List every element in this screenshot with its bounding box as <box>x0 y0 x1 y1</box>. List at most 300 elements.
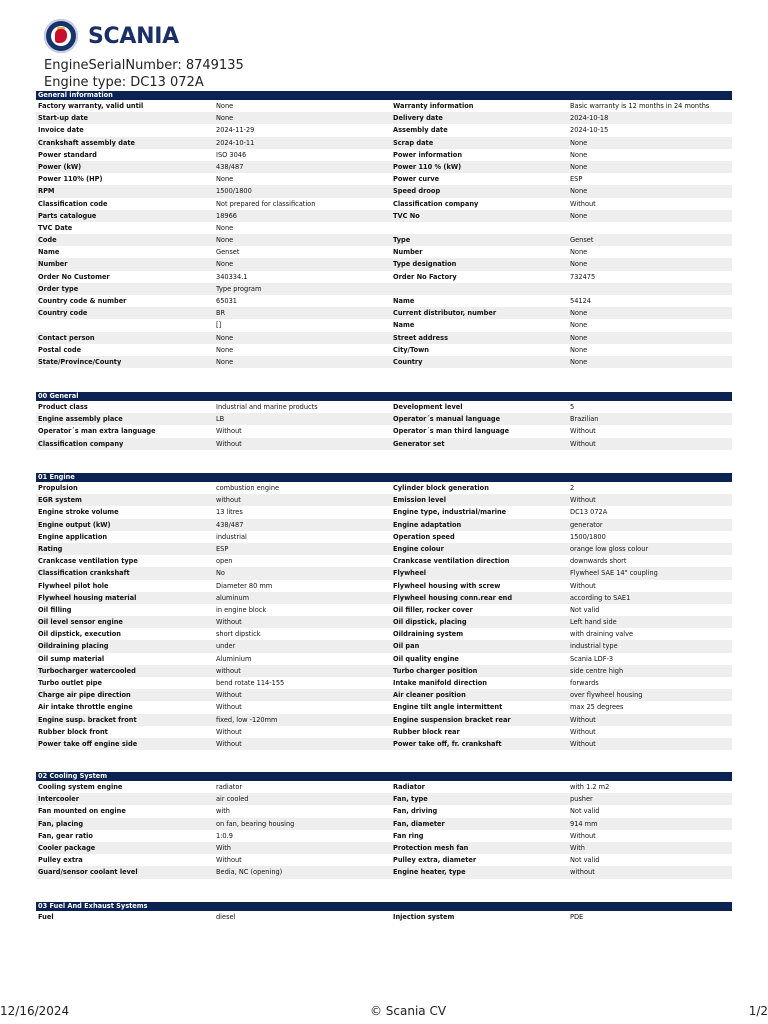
table-row <box>36 210 732 222</box>
field-label: Fan, driving <box>393 807 438 816</box>
field-label: Type designation <box>393 260 457 269</box>
field-value: Left hand side <box>570 618 617 627</box>
field-label: Country <box>393 357 423 366</box>
field-label: Current distributor, number <box>393 309 497 318</box>
field-label: Assembly date <box>393 126 448 135</box>
field-value: Without <box>570 831 596 840</box>
section-01-engine <box>36 473 732 750</box>
table-row <box>36 482 732 494</box>
field-label: Operator´s man third language <box>393 427 510 436</box>
section-02-cooling-system <box>36 772 732 879</box>
field-value: Without <box>570 427 596 436</box>
table-row <box>36 653 732 665</box>
field-value: None <box>216 236 234 245</box>
field-value: None <box>216 223 234 232</box>
table-row <box>36 854 732 866</box>
table-row <box>36 124 732 136</box>
field-label: Number <box>393 248 423 257</box>
table-row <box>36 100 732 112</box>
table-row <box>36 173 732 185</box>
table-row <box>36 793 732 805</box>
table-row <box>36 543 732 555</box>
field-value: None <box>570 162 588 171</box>
table-row <box>36 592 732 604</box>
table-row <box>36 781 732 793</box>
field-label: Oildraining placing <box>38 642 109 651</box>
field-value: Scania LDF-3 <box>570 654 614 663</box>
field-value: None <box>570 309 588 318</box>
field-value: None <box>216 175 234 184</box>
table-row <box>36 198 732 210</box>
table-row <box>36 665 732 677</box>
table-row <box>36 567 732 579</box>
field-value: 1500/1800 <box>570 532 606 541</box>
table-row <box>36 283 732 295</box>
section-00-general <box>36 392 732 450</box>
field-value: industrial <box>216 532 247 541</box>
field-value: without <box>570 868 595 877</box>
field-label: Engine colour <box>393 544 444 553</box>
field-label: Crankshaft assembly date <box>38 138 136 147</box>
field-label: Rubber block front <box>38 727 108 736</box>
field-value: 2024-11-29 <box>216 126 255 135</box>
field-label: Engine assembly place <box>38 415 123 424</box>
field-value: combustion engine <box>216 484 280 492</box>
table-row <box>36 332 732 344</box>
section-title: General information <box>36 91 732 100</box>
table-row <box>36 295 732 307</box>
field-label: TVC No <box>393 211 420 220</box>
field-label: Cooler package <box>38 843 96 852</box>
field-value: Without <box>570 727 596 736</box>
field-label: Fan, placing <box>38 819 84 828</box>
field-label: Cylinder block generation <box>393 484 489 492</box>
field-value: None <box>216 260 234 269</box>
field-label: Speed droop <box>393 187 441 196</box>
field-label: Order type <box>38 284 79 293</box>
field-label: Rating <box>38 544 63 553</box>
field-label: Code <box>38 236 57 245</box>
field-value: None <box>570 333 588 342</box>
field-value: side centre high <box>570 666 624 675</box>
field-value: orange low gloss colour <box>570 544 649 553</box>
engine-type: Engine type: DC13 072A <box>44 75 204 90</box>
field-value: None <box>570 321 588 330</box>
field-value: Basic warranty is 12 months in 24 months <box>570 102 710 110</box>
field-value: None <box>216 102 234 110</box>
field-value: 1500/1800 <box>216 187 252 196</box>
field-value: Brazilian <box>570 415 599 424</box>
table-row <box>36 425 732 437</box>
field-value: Without <box>216 691 242 700</box>
field-label: Engine susp. bracket front <box>38 715 137 724</box>
field-value: Without <box>216 618 242 627</box>
field-label: Fan, type <box>393 795 428 804</box>
field-label: Product class <box>38 403 88 411</box>
field-label: Oildraining system <box>393 630 464 639</box>
table-row <box>36 246 732 258</box>
table-row <box>36 356 732 368</box>
table-row <box>36 580 732 592</box>
table-row <box>36 185 732 197</box>
field-label: Fan, gear ratio <box>38 831 93 840</box>
table-row <box>36 677 732 689</box>
field-value: 54124 <box>570 297 591 305</box>
table-row <box>36 689 732 701</box>
field-value: ISO 3046 <box>216 150 247 159</box>
section-general-information <box>36 91 732 368</box>
table-row <box>36 258 732 270</box>
field-value <box>570 283 732 295</box>
field-value: Without <box>570 739 596 748</box>
field-value: industrial type <box>570 642 618 651</box>
table-row <box>36 604 732 616</box>
field-label: Emission level <box>393 496 447 505</box>
field-value: pusher <box>570 795 593 804</box>
field-label: Fan mounted on engine <box>38 807 126 816</box>
field-value: ESP <box>570 175 583 184</box>
field-value: Without <box>570 581 596 590</box>
table-row <box>36 531 732 543</box>
field-value: Without <box>570 199 596 208</box>
field-label: Power standard <box>38 150 97 159</box>
field-value: Not valid <box>570 807 600 816</box>
field-value: No <box>216 569 225 578</box>
field-value: generator <box>570 520 603 529</box>
field-label: Street address <box>393 333 449 342</box>
field-value: 2024-10-11 <box>216 138 255 147</box>
field-value: with draining valve <box>570 630 634 639</box>
field-value: radiator <box>216 783 243 791</box>
table-row <box>36 494 732 506</box>
field-label: Fan, diameter <box>393 819 445 828</box>
field-value: 1:0.9 <box>216 831 233 840</box>
page-footer <box>0 1004 768 1020</box>
table-row <box>36 830 732 842</box>
field-label: Scrap date <box>393 138 434 147</box>
field-value: under <box>216 642 236 651</box>
field-label: Delivery date <box>393 114 443 123</box>
field-label: Number <box>38 260 68 269</box>
field-value: downwards short <box>570 557 627 566</box>
field-label: Flywheel <box>393 569 427 578</box>
field-label: Engine adaptation <box>393 520 462 529</box>
field-value: LB <box>216 415 225 424</box>
table-row <box>36 149 732 161</box>
field-value: 732475 <box>570 272 596 281</box>
field-label: RPM <box>38 187 55 196</box>
field-value: 65031 <box>216 297 237 305</box>
field-value: BR <box>216 309 226 318</box>
section-title: 01 Engine <box>36 473 732 482</box>
section-title: 02 Cooling System <box>36 772 732 781</box>
field-value: diesel <box>216 913 236 921</box>
field-label: Engine stroke volume <box>38 508 119 517</box>
field-value <box>570 222 732 234</box>
field-label: Pulley extra, diameter <box>393 856 477 865</box>
field-value: 438/487 <box>216 520 244 529</box>
table-row <box>36 628 732 640</box>
field-value: bend rotate 114-155 <box>216 679 285 687</box>
field-value: Without <box>216 727 242 736</box>
document-header <box>0 0 768 92</box>
griffin-icon <box>44 19 78 53</box>
engine-serial-number: EngineSerialNumber: 8749135 <box>44 58 244 73</box>
field-value: 340334.1 <box>216 272 248 281</box>
field-label: Power 110 % (kW) <box>393 162 462 171</box>
field-label: Contact person <box>38 333 95 342</box>
field-label: Engine suspension bracket rear <box>393 715 511 724</box>
field-value: in engine block <box>216 605 267 614</box>
field-value: 18966 <box>216 211 237 220</box>
field-label: Classification crankshaft <box>38 569 130 578</box>
field-value: Without <box>216 739 242 748</box>
section-03-fuel-and-exhaust-systems <box>36 902 732 923</box>
table-row <box>36 401 732 413</box>
field-label: Flywheel housing with screw <box>393 581 501 590</box>
field-value: with <box>216 807 230 816</box>
field-label: Power curve <box>393 175 440 184</box>
field-value: ESP <box>216 544 229 553</box>
field-label: TVC Date <box>38 223 73 232</box>
field-value: Genset <box>570 236 594 245</box>
table-row <box>36 805 732 817</box>
field-label: Development level <box>393 403 463 411</box>
field-label: Intake manifold direction <box>393 679 487 687</box>
table-row <box>36 112 732 124</box>
field-label: Generator set <box>393 439 445 448</box>
field-label: Oil filling <box>38 605 72 614</box>
table-row <box>36 616 732 628</box>
footer-page-number: 1/2 <box>748 1004 768 1018</box>
field-value: Without <box>570 439 596 448</box>
field-label: Order No Customer <box>38 272 110 281</box>
field-value: None <box>216 333 234 342</box>
field-value: None <box>570 345 588 354</box>
field-label: Type <box>393 236 411 245</box>
field-value: Genset <box>216 248 240 257</box>
field-value: None <box>570 248 588 257</box>
field-label: Classification code <box>38 199 108 208</box>
field-value: aluminum <box>216 593 250 602</box>
field-value: air cooled <box>216 795 249 804</box>
field-label: Power take off, fr. crankshaft <box>393 739 502 748</box>
field-value: Without <box>216 427 242 436</box>
field-label: Country code <box>38 309 88 318</box>
table-row <box>36 866 732 878</box>
field-value: Without <box>216 439 242 448</box>
field-value: with 1.2 m2 <box>570 783 610 791</box>
field-value: None <box>570 260 588 269</box>
field-label: Intercooler <box>38 795 79 804</box>
table-row <box>36 555 732 567</box>
field-label: Air cleaner position <box>393 691 466 700</box>
field-value: DC13 072A <box>570 508 608 517</box>
field-label: Flywheel housing material <box>38 593 137 602</box>
table-row <box>36 319 732 331</box>
field-value: short dipstick <box>216 630 261 639</box>
field-label: Postal code <box>38 345 82 354</box>
field-value: 2024-10-15 <box>570 126 609 135</box>
section-title: 00 General <box>36 392 732 401</box>
field-value: max 25 degrees <box>570 703 624 712</box>
table-row <box>36 701 732 713</box>
field-value: None <box>570 138 588 147</box>
field-value: None <box>216 357 234 366</box>
table-row <box>36 738 732 750</box>
footer-copyright: © Scania CV <box>369 1004 447 1018</box>
field-value: without <box>216 496 241 505</box>
field-label: Name <box>393 297 415 305</box>
field-label: Turbo outlet pipe <box>38 679 102 687</box>
field-label: Oil level sensor engine <box>38 618 123 627</box>
field-value: Without <box>216 856 242 865</box>
field-label: Rubber block rear <box>393 727 460 736</box>
field-value: Flywheel SAE 14" coupling <box>570 569 658 578</box>
field-label: Power 110% (HP) <box>38 175 103 184</box>
field-label: Engine type, industrial/marine <box>393 508 507 517</box>
field-label: Air intake throttle engine <box>38 703 133 712</box>
field-label: Charge air pipe direction <box>38 691 131 700</box>
footer-date: 12/16/2024 <box>0 1004 70 1018</box>
table-row <box>36 137 732 149</box>
field-label: Order No Factory <box>393 272 457 281</box>
field-value: Without <box>570 715 596 724</box>
field-label: Operator´s man extra language <box>38 427 156 436</box>
field-label: Start-up date <box>38 114 88 123</box>
field-value: Without <box>216 703 242 712</box>
field-value: Diameter 80 mm <box>216 581 273 590</box>
field-label: Radiator <box>393 783 425 791</box>
table-row <box>36 307 732 319</box>
table-row <box>36 519 732 531</box>
field-value: Not valid <box>570 856 600 865</box>
brand-name: SCANIA <box>88 23 179 49</box>
table-row <box>36 818 732 830</box>
field-label: Flywheel pilot hole <box>38 581 109 590</box>
field-label: Classification company <box>393 199 479 208</box>
field-label: Propulsion <box>38 484 78 492</box>
table-row <box>36 344 732 356</box>
field-label: Warranty information <box>393 102 474 110</box>
field-label: Oil pan <box>393 642 420 651</box>
field-label: Crankcase ventilation direction <box>393 557 510 566</box>
field-value: PDE <box>570 913 584 921</box>
field-label: Oil filler, rocker cover <box>393 605 473 614</box>
field-value: Type program <box>216 284 262 293</box>
field-label: State/Province/County <box>38 357 122 366</box>
field-label: Engine tilt angle intermittent <box>393 703 503 712</box>
field-value: [] <box>216 321 222 330</box>
field-value: on fan, bearing housing <box>216 819 295 828</box>
field-value: Not prepared for classification <box>216 199 316 208</box>
field-value: With <box>570 843 585 852</box>
field-value: None <box>570 357 588 366</box>
field-label: Parts catalogue <box>38 211 97 220</box>
table-row <box>36 413 732 425</box>
table-row <box>36 271 732 283</box>
table-row <box>36 438 732 450</box>
field-label: Oil sump material <box>38 654 105 663</box>
field-value: Industrial and marine products <box>216 403 318 411</box>
field-label: Power information <box>393 150 463 159</box>
field-value: 914 mm <box>570 819 598 828</box>
field-label: Cooling system engine <box>38 783 123 791</box>
field-label: EGR system <box>38 496 82 505</box>
table-row <box>36 726 732 738</box>
field-value: without <box>216 666 241 675</box>
field-label: Country code & number <box>38 297 127 305</box>
field-label: Classification company <box>38 439 124 448</box>
field-label: Injection system <box>393 913 455 921</box>
field-value: Not valid <box>570 605 600 614</box>
field-label <box>393 222 570 234</box>
field-value: None <box>570 187 588 196</box>
field-label: Power take off engine side <box>38 739 138 748</box>
field-value: With <box>216 843 231 852</box>
field-label: Power (kW) <box>38 162 82 171</box>
field-value: forwards <box>570 679 599 687</box>
field-label <box>36 319 216 331</box>
field-label: Engine heater, type <box>393 868 466 877</box>
field-value: 13 litres <box>216 508 243 517</box>
field-value: 2 <box>570 484 575 492</box>
field-label: Turbocharger watercooled <box>38 666 136 675</box>
field-label <box>393 283 570 295</box>
field-label: Name <box>393 321 415 330</box>
field-value: 438/487 <box>216 162 244 171</box>
field-value: 2024-10-18 <box>570 114 609 123</box>
field-value: according to SAE1 <box>570 593 631 602</box>
field-label: Pulley extra <box>38 856 83 865</box>
field-label: Factory warranty, valid until <box>38 102 144 110</box>
field-value: Without <box>570 496 596 505</box>
field-label: Fuel <box>38 913 54 921</box>
field-label: Oil quality engine <box>393 654 459 663</box>
table-row <box>36 911 732 923</box>
field-value: over flywheel housing <box>570 691 643 700</box>
field-value: open <box>216 557 233 566</box>
field-value: 5 <box>570 403 575 411</box>
table-row <box>36 640 732 652</box>
table-row <box>36 222 732 234</box>
field-value: None <box>216 345 234 354</box>
table-row <box>36 506 732 518</box>
field-value: None <box>570 150 588 159</box>
table-row <box>36 234 732 246</box>
field-label: Oil dipstick, placing <box>393 618 467 627</box>
field-label: Engine output (kW) <box>38 520 111 529</box>
field-value: None <box>216 114 234 123</box>
field-label: Engine application <box>38 532 108 541</box>
field-label: Protection mesh fan <box>393 843 469 852</box>
field-value: Bedia, NC (opening) <box>216 868 283 877</box>
field-label: City/Town <box>393 345 429 354</box>
field-label: Turbo charger position <box>393 666 478 675</box>
table-row <box>36 161 732 173</box>
scania-logo <box>44 16 179 56</box>
field-value: None <box>570 211 588 220</box>
field-label: Guard/sensor coolant level <box>38 868 138 877</box>
field-label: Flywheel housing conn.rear end <box>393 593 513 602</box>
section-title: 03 Fuel And Exhaust Systems <box>36 902 732 911</box>
field-label: Crankcase ventilation type <box>38 557 138 566</box>
field-label: Operation speed <box>393 532 455 541</box>
table-row <box>36 714 732 726</box>
field-value: Aluminium <box>216 654 252 663</box>
field-label: Fan ring <box>393 831 424 840</box>
field-label: Name <box>38 248 60 257</box>
